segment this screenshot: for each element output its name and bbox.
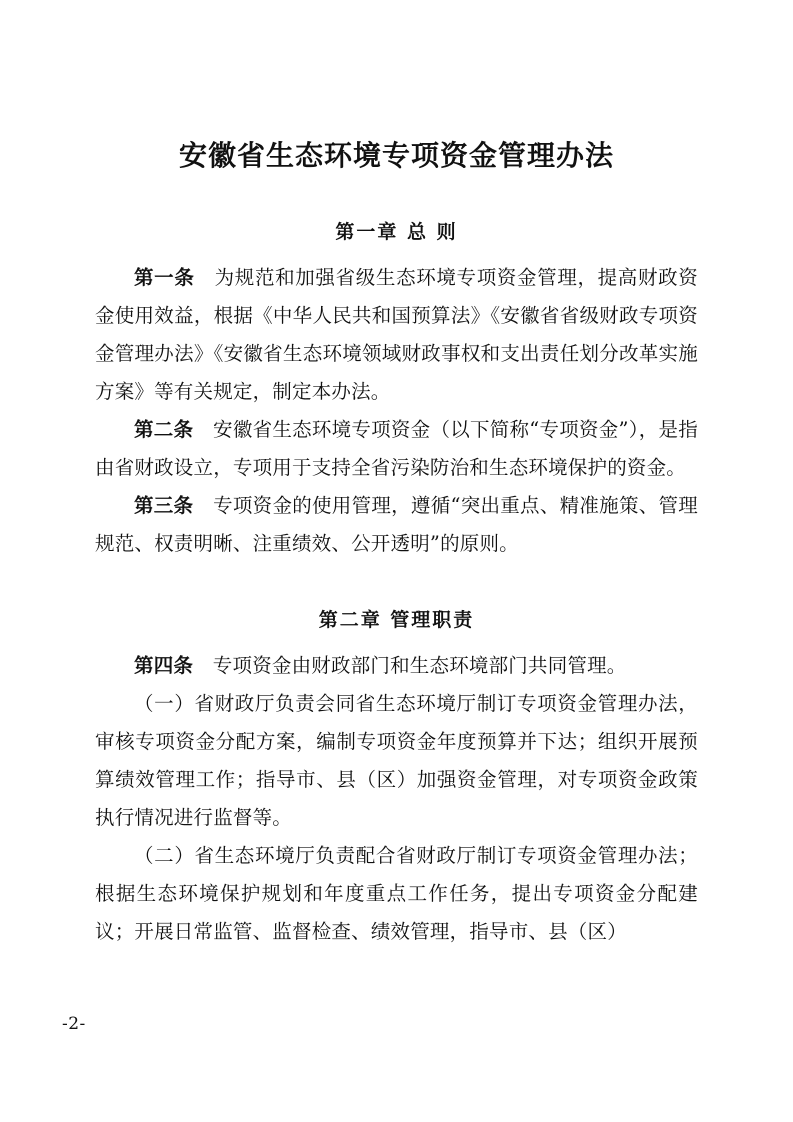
chapter-heading-2: 第二章 管理职责 bbox=[318, 609, 475, 631]
document-body bbox=[95, 215, 698, 951]
article-text-2: 安徽省生态环境专项资金（以下简称“专项资金”），是指由省财政设立，专项用于支持全省污染防治和生态环境保护的资金。 bbox=[95, 418, 698, 479]
chapter-heading-1: 第一章 总 则 bbox=[335, 221, 458, 243]
article-text-1: 为规范和加强省级生态环境专项资金管理，提高财政资金使用效益，根据《中华人民共和国预算法》《安徽省省级财政专项资金管理办法》《安徽省生态环境领域财政事权和支出责任划分改革实施方案》等有关规定，制定本办法。 bbox=[95, 266, 698, 403]
section-spacer bbox=[95, 563, 698, 577]
paragraph-article-1 bbox=[95, 259, 698, 411]
paragraph-article-2 bbox=[95, 411, 698, 487]
article-label-2: 第二条 bbox=[134, 418, 194, 441]
item-text-2: （二）省生态环境厅负责配合省财政厅制订专项资金管理办法；根据生态环境保护规划和年度重点工作任务，提出专项资金分配建议；开展日常监管、监督检查、绩效管理，指导市、县（区） bbox=[95, 844, 698, 943]
paragraph-article-3 bbox=[95, 487, 698, 563]
item-text-1: （一）省财政厅负责会同省生态环境厅制订专项资金管理办法，审核专项资金分配方案，编制专项资金年度预算并下达；组织开展预算绩效管理工作；指导市、县（区）加强资金管理，对专项资金政策执行情况进行监督等。 bbox=[95, 692, 698, 829]
page-number: -2- bbox=[62, 1014, 86, 1034]
paragraph-item-1 bbox=[95, 685, 698, 837]
article-text-3: 专项资金的使用管理，遵循“突出重点、精准施策、管理规范、权责明晰、注重绩效、公开透明”的原则。 bbox=[95, 494, 698, 555]
article-label-1: 第一条 bbox=[134, 266, 195, 289]
paragraph-item-2 bbox=[95, 837, 698, 951]
article-label-4: 第四条 bbox=[134, 654, 194, 677]
article-text-4: 专项资金由财政部门和生态环境部门共同管理。 bbox=[193, 654, 627, 677]
paragraph-article-4 bbox=[95, 647, 698, 685]
page-title: 安徽省生态环境专项资金管理办法 bbox=[178, 139, 614, 172]
article-label-3: 第三条 bbox=[134, 494, 194, 517]
